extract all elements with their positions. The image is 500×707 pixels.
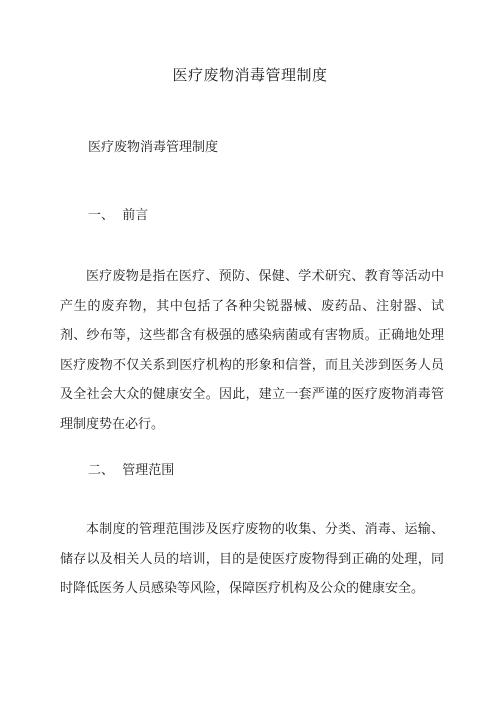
document-title: 医疗废物消毒管理制度 [172, 66, 328, 84]
document-subtitle: 医疗废物消毒管理制度 [88, 140, 219, 155]
section-heading-preface: 一、 前言 [88, 208, 149, 223]
section-paragraph-preface: 医疗废物是指在医疗、预防、保健、学术研究、教育等活动中产生的废弃物，其中包括了各种尖锐器械、废药品、注射器、试剂、纱布等，这些都含有极强的感染病菌或有害物质。正确地处理医疗废物不仅关系到医疗机构的形象和信誉，而且关涉到医务人员及全社会大众的健康安全。因此，建立一套严谨的医疗废物消毒管理制度势在必行。 [60, 269, 444, 432]
section-paragraph-scope: 本制度的管理范围涉及医疗废物的收集、分类、消毒、运输、储存以及相关人员的培训，目的是使医疗废物得到正确的处理，同时降低医务人员感染等风险，保障医疗机构及公众的健康安全。 [60, 522, 444, 596]
section-heading-scope: 二、 管理范围 [88, 463, 175, 478]
